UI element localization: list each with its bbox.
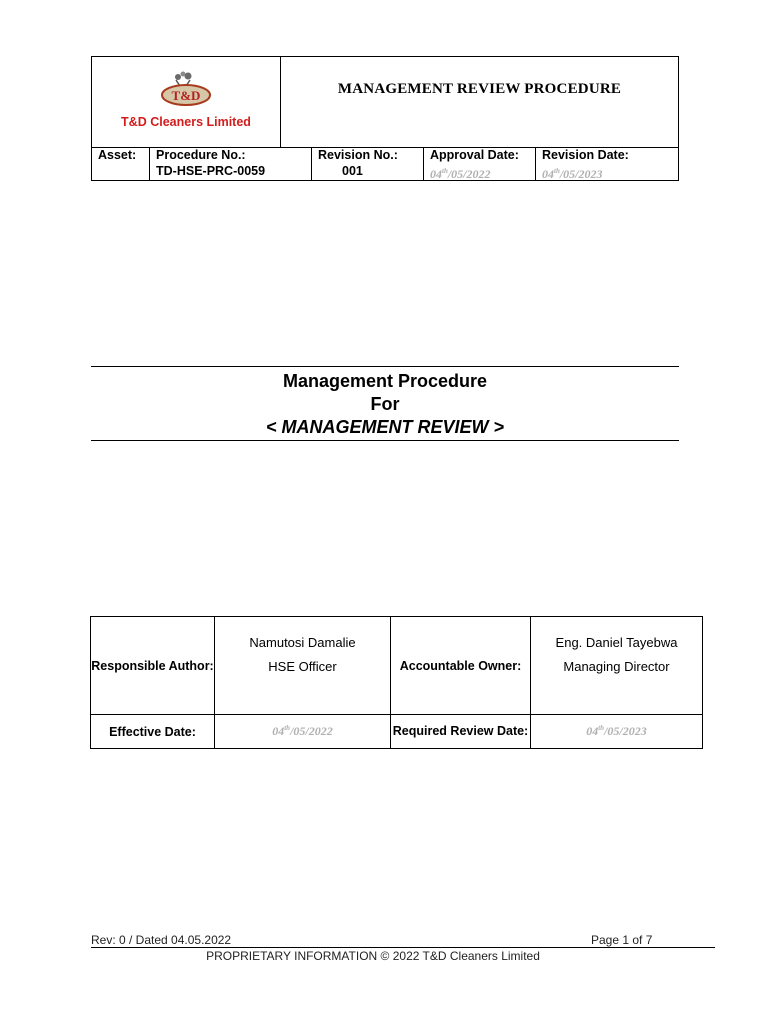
title-cell: [281, 57, 678, 147]
title-bottom-rule: [91, 440, 679, 441]
procedure-value: TD-HSE-PRC-0059: [156, 164, 266, 178]
svg-text:T&D: T&D: [171, 88, 201, 103]
owner-role: Managing Director: [563, 659, 670, 674]
effective-date-label: Effective Date:: [109, 724, 196, 739]
header-top-row: [92, 57, 678, 148]
owner-name: Eng. Daniel Tayebwa: [555, 635, 678, 650]
revision-date-value: 04th/05/2023: [542, 167, 603, 181]
procedure-label: Procedure No.:: [156, 148, 246, 162]
asset-label: Asset:: [98, 148, 137, 162]
title-top-rule: [91, 366, 679, 367]
logo-cell: [92, 57, 281, 147]
asset-cell: [92, 147, 150, 181]
author-name: Namutosi Damalie: [249, 635, 356, 650]
owner-label: Accountable Owner:: [399, 658, 522, 673]
effective-date-value: 04th/05/2022: [272, 724, 333, 738]
header-table: [91, 56, 679, 181]
procedure-cell: [150, 147, 312, 181]
footer-revision: Rev: 0 / Dated 04.05.2022: [91, 933, 232, 947]
approval-date-value: 04th/05/2022: [430, 167, 491, 181]
footer-rule: [91, 947, 715, 948]
main-title-line1: Management Procedure: [282, 371, 488, 391]
review-date-cell: [531, 715, 702, 748]
main-title-line2: For: [370, 394, 400, 414]
header-info-row: [92, 147, 678, 181]
main-title-line3: < MANAGEMENT REVIEW >: [265, 417, 505, 437]
review-date-label: Required Review Date:: [392, 724, 529, 738]
author-cell: [215, 617, 391, 715]
responsibility-table: [90, 616, 703, 749]
review-date-value: 04th/05/2023: [586, 724, 647, 738]
author-role: HSE Officer: [268, 659, 337, 674]
company-name: T&D Cleaners Limited: [121, 115, 251, 129]
document-title: MANAGEMENT REVIEW PROCEDURE: [337, 81, 622, 97]
review-label-cell: [391, 715, 531, 748]
owner-cell: [531, 617, 702, 715]
owner-label-cell: [391, 617, 531, 715]
footer-page-number: Page 1 of 7: [591, 933, 653, 947]
revision-date-label: Revision Date:: [542, 148, 629, 162]
effective-label-cell: [91, 715, 215, 748]
company-logo-icon: [158, 71, 214, 109]
revision-date-cell: [536, 147, 678, 181]
revision-label: Revision No.:: [318, 148, 398, 162]
revision-cell: [312, 147, 424, 181]
author-label: Responsible Author:: [91, 658, 214, 673]
revision-value: 001: [342, 164, 363, 178]
author-label-cell: [91, 617, 215, 715]
approval-date-cell: [424, 147, 536, 181]
effective-date-cell: [215, 715, 391, 748]
footer-proprietary: PROPRIETARY INFORMATION © 2022 T&D Cleaners Limited: [206, 949, 540, 963]
approval-date-label: Approval Date:: [430, 148, 519, 162]
